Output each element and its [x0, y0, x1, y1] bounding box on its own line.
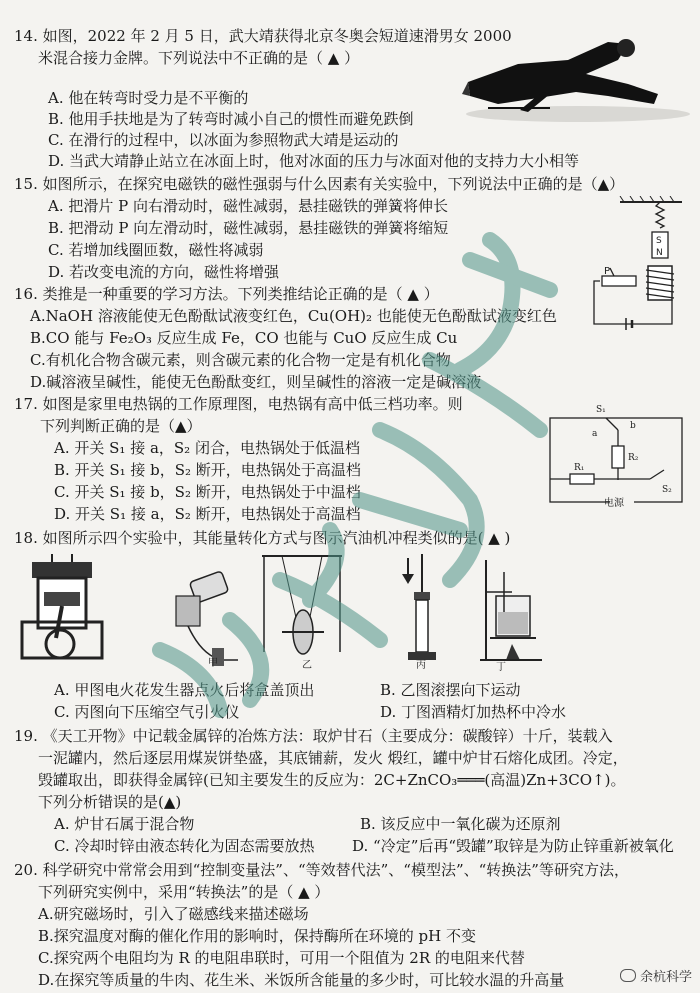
rice-cooker-circuit-figure: [540, 400, 690, 520]
power-source-label: 电源: [604, 498, 624, 509]
q14-option-b: B. 他用手扶地是为了转弯时减小自己的惯性而避免跌倒: [48, 110, 414, 128]
maxwell-wheel-figure: [262, 556, 342, 654]
figure-label-ding: 丁: [496, 662, 506, 673]
electromagnet-figure: [590, 196, 690, 334]
q20-option-d: D.在探究等质量的牛肉、花生米、米饭所含能量的多少时，可比较水温的升高量: [38, 971, 565, 989]
figure-label-yi: 乙: [302, 660, 312, 671]
resistor-r1-label: R₁: [574, 463, 585, 473]
q17-option-d: D. 开关 S₁ 接 a，S₂ 断开，电热锅处于高温档: [54, 505, 361, 523]
q19-option-a: A. 炉甘石属于混合物: [54, 815, 195, 833]
q14-stem-line2: 米混合接力金牌。下列说法中不正确的是（ ▲ ）: [38, 49, 360, 67]
q17-stem-line2: 下列判断正确的是（▲）: [40, 417, 202, 435]
q18-option-c: C. 丙图向下压缩空气引火仪: [54, 703, 240, 721]
magnet-pole-s: S: [656, 236, 662, 246]
q18-option-a: A. 甲图电火花发生器点火后将盒盖顶出: [54, 681, 315, 699]
q19-stem-line2: 一泥罐内，然后逐层用煤炭饼垫盛，其底铺薪，发火 煅红，罐中炉甘石熔化成团。冷定，: [38, 749, 628, 767]
q16-option-d: D.碱溶液呈碱性，能使无色酚酞变红，则呈碱性的溶液一定是碱溶液: [30, 373, 482, 391]
slider-label-p: P: [604, 266, 611, 277]
figure-label-bing: 丙: [416, 660, 426, 671]
q15-option-a: A. 把滑片 P 向右滑动时，磁性减弱，悬挂磁铁的弹簧将伸长: [48, 197, 449, 215]
q17-option-a: A. 开关 S₁ 接 a，S₂ 闭合，电热锅处于低温档: [54, 439, 360, 457]
watermark-text: 余杭科学: [639, 970, 692, 985]
heated-beaker-figure: [480, 560, 542, 660]
q19-stem-line4: 下列分析错误的是(▲): [38, 793, 182, 811]
q17-stem-line1: 17. 如图是家里电热锅的工作原理图，电热锅有高中低三档功率。则: [14, 395, 463, 413]
speed-skater-figure: [458, 34, 694, 126]
q17-option-c: C. 开关 S₁ 接 b，S₂ 断开，电热锅处于中温档: [54, 483, 361, 501]
q15-stem: 15. 如图所示，在探究电磁铁的磁性强弱与什么因素有关实验中，下列说法中正确的是（▲）: [14, 175, 625, 193]
figure-label-jia: 甲: [208, 658, 218, 669]
engine-cylinder-figure: [22, 554, 102, 658]
fire-piston-figure: [402, 554, 436, 660]
chat-bubble-icon: [620, 969, 636, 982]
q17-option-b: B. 开关 S₁ 接 b，S₂ 断开，电热锅处于高温档: [54, 461, 361, 479]
q19-option-c: C. 冷却时锌由液态转化为固态需要放热: [54, 837, 315, 855]
q15-option-b: B. 把滑动 P 向左滑动时，磁性减弱，悬挂磁铁的弹簧将缩短: [48, 219, 449, 237]
contact-b-label: b: [630, 421, 636, 431]
q15-option-d: D. 若改变电流的方向，磁性将增强: [48, 263, 280, 281]
q16-option-b: B.CO 能与 Fe₂O₃ 反应生成 Fe，CO 也能与 CuO 反应生成 Cu: [30, 329, 458, 347]
q20-option-a: A.研究磁场时，引入了磁感线来描述磁场: [38, 905, 309, 923]
q19-option-d: D. “冷定”后再“毁罐”取锌是为防止锌重新被氧化: [352, 837, 674, 855]
q18-option-d: D. 丁图酒精灯加热杯中冷水: [380, 703, 567, 721]
q15-option-c: C. 若增加线圈匝数，磁性将减弱: [48, 241, 264, 259]
q18-figures: [12, 552, 652, 674]
spark-generator-figure: [176, 571, 238, 666]
q14-stem-line1: 14. 如图，2022 年 2 月 5 日，武大靖获得北京冬奥会短道速滑男女 2000: [14, 27, 512, 45]
q19-stem-line1: 19. 《天工开物》中记载金属锌的冶炼方法：取炉甘石（主要成分：碳酸锌）十斤，装载入: [14, 727, 613, 745]
resistor-r2-label: R₂: [628, 453, 639, 463]
q20-option-b: B.探究温度对酶的催化作用的影响时，保持酶所在环境的 pH 不变: [38, 927, 477, 945]
q18-stem: 18. 如图所示四个实验中，其能量转化方式与图示汽油机冲程类似的是( ▲ ): [14, 529, 511, 547]
q16-option-c: C.有机化合物含碳元素，则含碳元素的化合物一定是有机化合物: [30, 351, 451, 369]
q14-option-a: A. 他在转弯时受力是不平衡的: [48, 89, 249, 107]
account-watermark-badge: [620, 966, 692, 985]
switch-s1-label: S₁: [596, 405, 606, 415]
magnet-pole-n: N: [656, 248, 663, 258]
q19-option-b: B. 该反应中一氧化碳为还原剂: [360, 815, 561, 833]
q14-option-c: C. 在滑行的过程中，以冰面为参照物武大靖是运动的: [48, 131, 399, 149]
switch-s2-label: S₂: [662, 485, 672, 495]
q14-option-d: D. 当武大靖静止站立在冰面上时，他对冰面的压力与冰面对他的支持力大小相等: [48, 152, 580, 170]
q16-stem: 16. 类推是一种重要的学习方法。下列类推结论正确的是（ ▲ ）: [14, 285, 439, 303]
q20-stem-line2: 下列研究实例中，采用“转换法”的是（ ▲ ）: [38, 883, 330, 901]
q19-stem-line3: 毁罐取出，即获得金属锌(已知主要发生的反应为：2C+ZnCO₃═══(高温)Zn+3CO↑)。: [38, 771, 626, 789]
q18-option-b: B. 乙图滚摆向下运动: [380, 681, 521, 699]
q20-option-c: C.探究两个电阻均为 R 的电阻串联时，可用一个阻值为 2R 的电阻来代替: [38, 949, 525, 967]
q16-option-a: A.NaOH 溶液能使无色酚酞试液变红色，Cu(OH)₂ 也能使无色酚酞试液变红色: [30, 307, 557, 325]
q20-stem-line1: 20. 科学研究中常常会用到“控制变量法”、“等效替代法”、“模型法”、“转换法”等研究方法，: [14, 861, 629, 879]
contact-a-label: a: [592, 429, 598, 439]
